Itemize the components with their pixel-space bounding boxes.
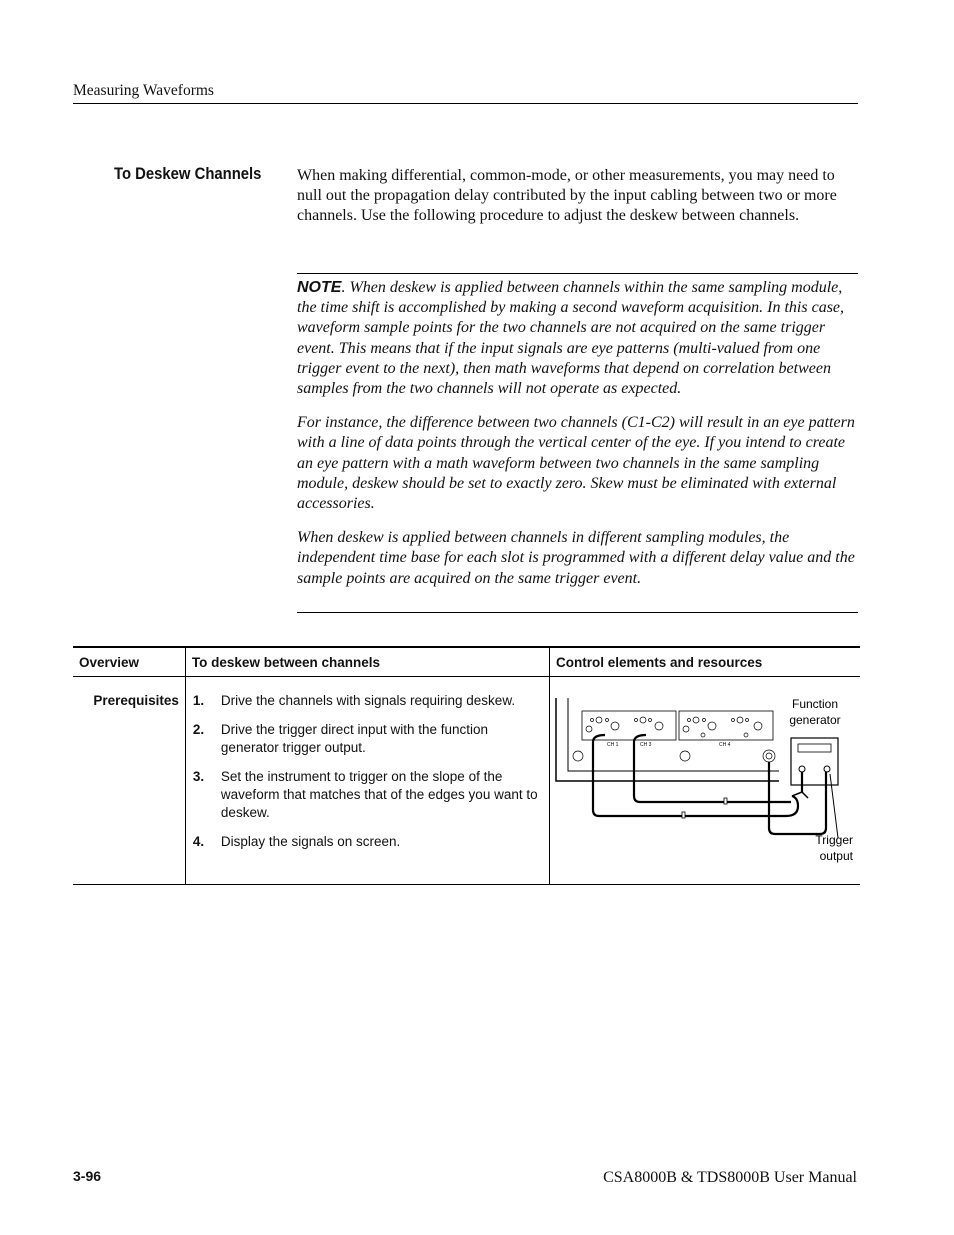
step-item (193, 833, 542, 851)
module-right (679, 711, 773, 740)
cable-trigger (769, 762, 826, 834)
connection-diagram (551, 678, 859, 883)
instrument-outline (556, 698, 779, 781)
note-label: NOTE (297, 279, 342, 296)
ch1-label: CH 1 (607, 742, 619, 748)
note-top-rule (297, 273, 858, 274)
header-overview: Overview (73, 647, 185, 677)
step-text: Drive the channels with signals requiring deskew. (220, 693, 516, 708)
table-header-row (73, 647, 860, 677)
manual-title: CSA8000B & TDS8000B User Manual (603, 1169, 857, 1186)
cable-ch3 (634, 735, 791, 802)
step-number: 1. (192, 693, 205, 708)
trigger-output-label-2: output (819, 849, 853, 863)
step-number: 2. (192, 722, 205, 737)
step-text: Display the signals on screen. (220, 834, 401, 849)
step-text: Set the instrument to trigger on the slope of the waveform that matches that of the edges you want to deskew. (220, 769, 538, 820)
function-generator-label: Function (791, 697, 839, 711)
row-label: Prerequisites (73, 677, 185, 885)
running-header: Measuring Waveforms (73, 82, 214, 99)
header-rule (73, 103, 858, 104)
step-number: 4. (192, 834, 205, 849)
page-number: 3-96 (73, 1168, 102, 1184)
header-procedure: To deskew between channels (185, 647, 549, 677)
step-item (193, 721, 542, 757)
trigger-output-label: Trigger (815, 833, 853, 847)
intro-paragraph: When making differential, common-mode, or other measurements, you may need to null out the propagation delay contributed by the input cabling between two or more channels. Use the following procedure to adjust the deskew between channels. (297, 167, 837, 225)
note-block (297, 278, 859, 603)
header-resources: Control elements and resources (550, 647, 861, 677)
trigger-output-pointer (830, 774, 838, 838)
table-row (73, 677, 860, 885)
ch4-label: CH 4 (719, 742, 731, 748)
function-generator-label-2: generator (789, 713, 841, 727)
note-paragraph-3: When deskew is applied between channels in different sampling modules, the independent time base for each slot is programmed with a different delay value and the sample points are acquired on the same trigger event. (297, 529, 855, 587)
note-paragraph-1: . When deskew is applied between channels within the same sampling module, the time shift is accomplished by making a second waveform acquisition. In this case, waveform sample points for the two channels are not acquired on the same trigger event. This means that if the input signals are eye patterns (multi-valued from one trigger event to the next), then math waveforms that depend on correlation between samples from the two channels will not operate as expected. (297, 279, 845, 398)
section-title: To Deskew Channels (114, 165, 262, 183)
note-bottom-rule (297, 612, 858, 613)
procedure-table (73, 646, 860, 885)
ch3-label: CH 3 (640, 742, 652, 748)
step-item (193, 768, 542, 822)
cable-ch1 (593, 735, 798, 816)
step-text: Drive the trigger direct input with the function generator trigger output. (220, 722, 489, 755)
diagram-cell (550, 677, 861, 885)
note-paragraph-2: For instance, the difference between two channels (C1-C2) will result in an eye pattern with a line of data points through the vertical center of the eye. If you intend to create an eye pattern with a math waveform between two channels in the same sampling module, deskew should be set to exactly zero. Skew must be eliminated with external accessories. (297, 414, 855, 513)
steps-cell (185, 677, 549, 885)
step-number: 3. (192, 769, 205, 784)
step-item (193, 692, 542, 710)
